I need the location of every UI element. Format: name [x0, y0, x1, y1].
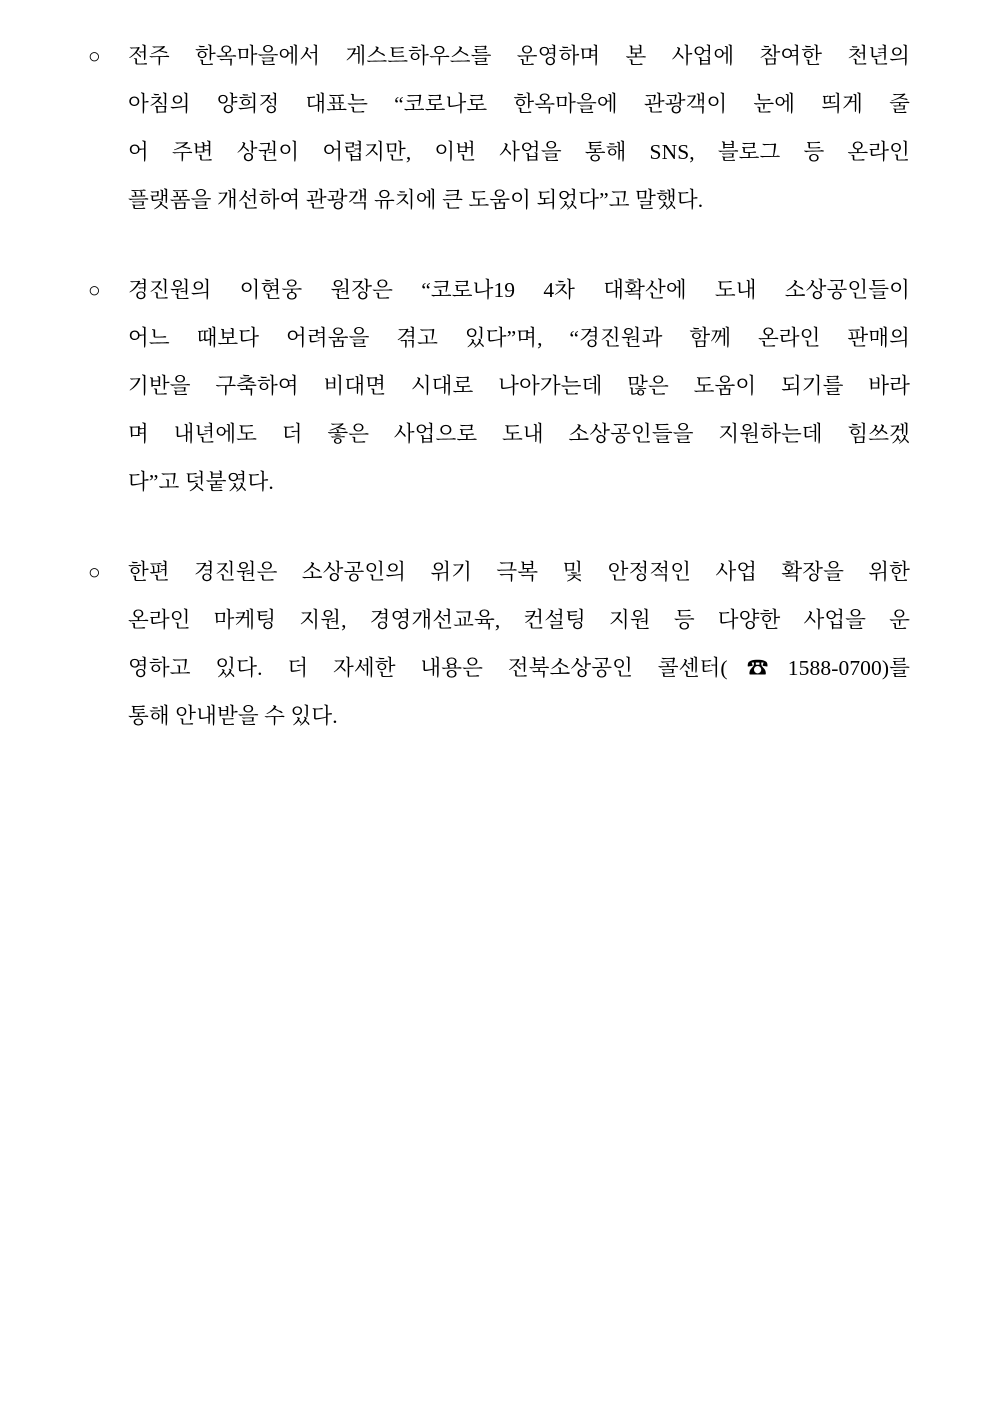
text-line: 온라인 마케팅 지원, 경영개선교육, 컨설팅 지원 등 다양한 사업을 운 [128, 608, 910, 632]
text-line: 플랫폼을 개선하여 관광객 유치에 큰 도움이 되었다”고 말했다. [128, 188, 704, 212]
text-line: 아침의 양희정 대표는 “코로나로 한옥마을에 관광객이 눈에 띄게 줄 [128, 92, 910, 116]
bullet-marker-icon: ○ [88, 560, 101, 584]
text-line: 한편 경진원은 소상공인의 위기 극복 및 안정적인 사업 확장을 위한 [128, 560, 910, 584]
text-line: 통해 안내받을 수 있다. [128, 704, 338, 728]
paragraph-2-text [128, 266, 910, 506]
paragraph-1-text [128, 32, 910, 224]
text-line: 어느 때보다 어려움을 겪고 있다”며, “경진원과 함께 온라인 판매의 [128, 326, 910, 350]
paragraph-3 [88, 548, 910, 740]
paragraph-2 [88, 266, 910, 506]
document-body [88, 32, 910, 782]
text-line: 기반을 구축하여 비대면 시대로 나아가는데 많은 도움이 되기를 바라 [128, 374, 910, 398]
text-line: 다”고 덧붙였다. [128, 470, 274, 494]
bullet-marker-icon: ○ [88, 278, 101, 302]
text-line: 어 주변 상권이 어렵지만, 이번 사업을 통해 SNS, 블로그 등 온라인 [128, 140, 910, 164]
text-line-with-phone: 영하고 있다. 더 자세한 내용은 전북소상공인 콜센터(☎1588-0700)를 [128, 656, 910, 680]
bullet-marker-icon: ○ [88, 44, 101, 68]
text-line: 경진원의 이현웅 원장은 “코로나19 4차 대확산에 도내 소상공인들이 [128, 278, 910, 302]
text-line: 며 내년에도 더 좋은 사업으로 도내 소상공인들을 지원하는데 힘쓰겠 [128, 422, 910, 446]
paragraph-1 [88, 32, 910, 224]
text-line: 전주 한옥마을에서 게스트하우스를 운영하며 본 사업에 참여한 천년의 [128, 44, 910, 68]
paragraph-3-text [128, 548, 910, 740]
